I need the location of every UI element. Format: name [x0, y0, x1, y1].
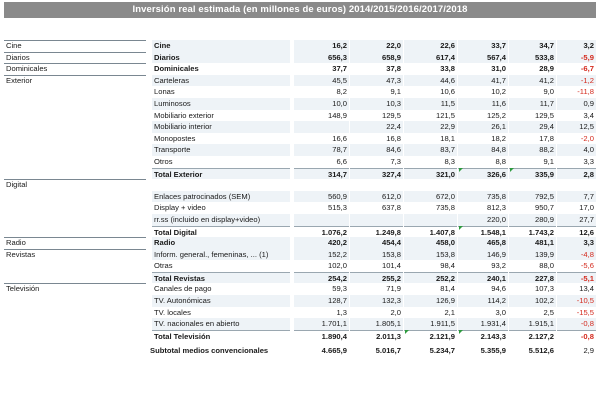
category-label [6, 260, 146, 272]
year-value: 950,7 [534, 203, 554, 213]
year-value: 1.931,4 [458, 318, 508, 330]
growth-value: 17,0 [579, 203, 594, 213]
year-value: 41,2 [509, 75, 556, 87]
growth-value: -0,8 [557, 318, 596, 330]
category-label [6, 86, 146, 98]
growth-value [557, 179, 596, 191]
year-value: 252,2 [404, 272, 457, 284]
growth-value: -15,5 [576, 307, 594, 317]
year-value: 11,7 [509, 98, 556, 110]
year-value: 34,7 [509, 40, 556, 52]
year-value: 656,3 [294, 52, 349, 64]
year-value [294, 214, 349, 226]
year-value: 71,9 [386, 284, 401, 294]
year-value: 10,2 [491, 87, 506, 97]
subcategory-label: rr.ss (incluido en display+video) [152, 214, 290, 226]
year-value: 637,8 [381, 203, 401, 213]
growth-value: 12,5 [557, 121, 596, 133]
growth-value: -0,8 [557, 330, 596, 342]
subcategory-label: Otros [154, 156, 173, 166]
year-value: 735,8 [458, 191, 508, 203]
year-value: 83,7 [404, 144, 457, 156]
year-value: 2.011,3 [350, 330, 403, 342]
year-value: 326,6 [458, 168, 508, 180]
year-value: 9,1 [390, 87, 401, 97]
subcategory-label: Enlaces patrocinados (SEM) [152, 191, 290, 203]
year-value: 617,4 [404, 52, 457, 64]
year-value: 121,5 [435, 110, 455, 120]
year-value: 45,5 [294, 75, 349, 87]
table-row [4, 110, 596, 122]
year-value: 533,8 [509, 52, 556, 64]
year-value: 458,0 [404, 237, 457, 249]
year-value: 1,3 [336, 307, 347, 317]
year-value: 280,9 [509, 214, 556, 226]
subtotal-value: 5.234,7 [429, 346, 455, 356]
year-value: 18,2 [491, 133, 506, 143]
year-value: 98,4 [440, 261, 455, 271]
year-value: 2,1 [444, 307, 455, 317]
growth-value: -5,1 [557, 272, 596, 284]
year-value: 465,8 [458, 237, 508, 249]
table-row [4, 330, 596, 342]
category-label [6, 330, 146, 342]
year-value: 88,0 [539, 261, 554, 271]
table-row [4, 144, 596, 156]
table-row [4, 75, 596, 87]
year-value: 11,5 [404, 98, 457, 110]
year-value: 3,0 [495, 307, 506, 317]
subcategory-label: Total Exterior [152, 168, 290, 180]
year-value: 41,7 [458, 75, 508, 87]
growth-value: 27,7 [557, 214, 596, 226]
year-value: 515,3 [327, 203, 347, 213]
table-row [4, 63, 596, 75]
growth-value: -11,8 [577, 87, 594, 97]
growth-value: -2,0 [580, 133, 594, 143]
year-value [294, 179, 349, 191]
year-value: 1.548,1 [458, 226, 508, 238]
subcategory-label: Carteleras [152, 75, 290, 87]
year-value: 37,8 [386, 64, 401, 74]
year-value: 612,0 [350, 191, 403, 203]
year-value: 148,9 [327, 110, 347, 120]
table-row [4, 179, 596, 191]
year-value: 146,9 [458, 249, 508, 261]
subcategory-label: Mobiliario interior [152, 121, 290, 133]
year-value: 9,0 [543, 87, 554, 97]
year-value: 88,2 [509, 144, 556, 156]
year-value: 10,3 [350, 98, 403, 110]
subcategory-label: Mobiliario exterior [154, 110, 214, 120]
category-label: Exterior [6, 75, 33, 85]
year-value: 10,0 [294, 98, 349, 110]
subcategory-label: Display + video [154, 203, 206, 213]
investment-table [4, 40, 596, 357]
year-value: 8,2 [336, 87, 347, 97]
year-value: 227,8 [509, 272, 556, 284]
year-value: 792,5 [509, 191, 556, 203]
year-value [458, 179, 508, 191]
cell-marker-icon [405, 330, 409, 334]
year-value: 16,2 [294, 40, 349, 52]
year-value: 84,6 [350, 144, 403, 156]
category-label [6, 307, 146, 319]
year-value: 33,7 [458, 40, 508, 52]
category-label: Televisión [6, 284, 40, 294]
year-value [350, 179, 403, 191]
year-value: 126,9 [404, 295, 457, 307]
category-label: Diarios [6, 52, 30, 62]
growth-value: 2,8 [557, 168, 596, 180]
subtotal-label: Subtotal medios convencionales [150, 346, 269, 356]
year-value: 102,0 [327, 261, 347, 271]
subtotal-value: 5.016,7 [375, 346, 401, 356]
growth-value: 4,0 [557, 144, 596, 156]
year-value: 47,3 [350, 75, 403, 87]
year-value [509, 179, 556, 191]
year-value: 132,3 [350, 295, 403, 307]
year-value: 28,9 [539, 64, 554, 74]
year-value: 8,8 [495, 156, 506, 166]
year-value [404, 179, 457, 191]
year-value: 314,7 [294, 168, 349, 180]
year-value: 735,8 [435, 203, 455, 213]
table-row [4, 40, 596, 52]
year-value: 8,3 [444, 156, 455, 166]
category-label [6, 295, 146, 307]
year-value: 1.890,4 [294, 330, 349, 342]
year-value: 6,6 [336, 156, 347, 166]
table-row [4, 52, 596, 64]
year-value: 11,6 [458, 98, 508, 110]
year-value: 1.915,1 [509, 318, 556, 330]
subtotal-value: 4.665,9 [321, 346, 347, 356]
subcategory-label: Canales de pago [154, 284, 212, 294]
year-value: 22,9 [404, 121, 457, 133]
year-value: 255,2 [350, 272, 403, 284]
table-row [4, 156, 596, 168]
table-row [4, 86, 596, 98]
table-row [4, 307, 596, 319]
subcategory-label: Cine [152, 40, 290, 52]
year-value: 2.121,9 [404, 330, 457, 342]
subtotal-growth: 2,9 [583, 346, 594, 356]
year-value: 128,7 [294, 295, 349, 307]
year-value: 658,9 [350, 52, 403, 64]
subcategory-label: Dominicales [154, 64, 199, 74]
year-value: 420,2 [294, 237, 349, 249]
year-value: 59,3 [332, 284, 347, 294]
year-value: 10,6 [440, 87, 455, 97]
category-label [6, 121, 146, 133]
year-value: 101,4 [381, 261, 401, 271]
year-value: 44,6 [404, 75, 457, 87]
year-value: 1.249,8 [350, 226, 403, 238]
year-value: 672,0 [404, 191, 457, 203]
year-value: 16,8 [386, 133, 401, 143]
growth-value: 3,3 [583, 156, 594, 166]
year-value: 129,5 [534, 110, 554, 120]
year-value: 17,8 [539, 133, 554, 143]
year-value: 37,7 [332, 64, 347, 74]
growth-value: -5,6 [580, 261, 594, 271]
subcategory-label: TV. nacionales en abierto [152, 318, 290, 330]
year-value [294, 121, 349, 133]
subtotal-value: 5.512,6 [528, 346, 554, 356]
year-value: 1.743,2 [509, 226, 556, 238]
cell-marker-icon [459, 330, 463, 334]
category-label: Radio [6, 238, 26, 248]
year-value: 321,0 [404, 168, 457, 180]
table-row [4, 168, 596, 180]
year-value: 254,2 [294, 272, 349, 284]
year-value: 16,6 [332, 133, 347, 143]
growth-value: -1,2 [557, 75, 596, 87]
growth-value: 12,6 [557, 226, 596, 238]
category-label [6, 191, 146, 203]
subcategory-label: Transporte [152, 144, 290, 156]
year-value: 560,9 [294, 191, 349, 203]
subcategory-label: TV. locales [154, 307, 191, 317]
category-label [6, 98, 146, 110]
category-label [6, 168, 146, 180]
growth-value: 13,4 [579, 284, 594, 294]
category-label [6, 214, 146, 226]
subcategory-label: Otras [154, 261, 173, 271]
table-row [4, 191, 596, 203]
table-row [4, 226, 596, 238]
category-label [6, 318, 146, 330]
year-value: 129,5 [381, 110, 401, 120]
category-label: Cine [6, 41, 22, 50]
subcategory-label: Total Televisión [152, 330, 290, 342]
year-value: 1.911,5 [404, 318, 457, 330]
year-value: 84,8 [458, 144, 508, 156]
year-value: 81,4 [440, 284, 455, 294]
table-row [4, 318, 596, 330]
table-row [4, 121, 596, 133]
subcategory-label: Total Digital [152, 226, 290, 238]
category-label [6, 156, 146, 168]
table-row [4, 98, 596, 110]
year-value: 22,6 [404, 40, 457, 52]
growth-value: -5,9 [557, 52, 596, 64]
subcategory-label: Lonas [154, 87, 175, 97]
subcategory-label: Total Revistas [152, 272, 290, 284]
year-value: 1.701,1 [294, 318, 349, 330]
table-row [4, 249, 596, 261]
category-label: Dominicales [6, 64, 48, 74]
category-label: Revistas [6, 249, 36, 259]
subtotal-row [4, 345, 596, 357]
year-value [350, 214, 403, 226]
table-row [4, 237, 596, 249]
year-value: 102,2 [509, 295, 556, 307]
year-value: 327,4 [350, 168, 403, 180]
category-label [6, 133, 146, 145]
year-value: 1.076,2 [294, 226, 349, 238]
growth-value: 0,9 [557, 98, 596, 110]
year-value: 2.127,2 [509, 330, 556, 342]
growth-value: 7,7 [557, 191, 596, 203]
subcategory-label: Diarios [152, 52, 290, 64]
year-value: 220,0 [458, 214, 508, 226]
year-value: 31,0 [491, 64, 506, 74]
table-row [4, 272, 596, 284]
subcategory-label: Monopostes [154, 133, 196, 143]
category-label [6, 202, 146, 214]
year-value: 1.805,1 [350, 318, 403, 330]
table-row [4, 133, 596, 145]
year-value: 22,4 [350, 121, 403, 133]
growth-value: 3,3 [557, 237, 596, 249]
year-value [404, 214, 457, 226]
year-value: 2,5 [543, 307, 554, 317]
year-value: 481,1 [509, 237, 556, 249]
year-value: 335,9 [509, 168, 556, 180]
subcategory-label [152, 179, 290, 191]
year-value: 93,2 [491, 261, 506, 271]
subcategory-label: Radio [152, 237, 290, 249]
year-value: 1.407,8 [404, 226, 457, 238]
year-value: 78,7 [294, 144, 349, 156]
year-value: 2,0 [390, 307, 401, 317]
growth-value: -10,5 [557, 295, 596, 307]
year-value: 240,1 [458, 272, 508, 284]
cell-marker-icon [459, 168, 463, 172]
year-value: 107,3 [534, 284, 554, 294]
year-value: 152,2 [294, 249, 349, 261]
subcategory-label: Luminosos [152, 98, 290, 110]
table-row [4, 260, 596, 272]
year-value: 125,2 [486, 110, 506, 120]
year-value: 18,1 [440, 133, 455, 143]
category-label [6, 110, 146, 122]
table-row [4, 202, 596, 214]
year-value: 22,0 [350, 40, 403, 52]
year-value: 567,4 [458, 52, 508, 64]
growth-value: 3,2 [557, 40, 596, 52]
category-label [6, 272, 146, 284]
year-value: 7,3 [390, 156, 401, 166]
category-label [6, 144, 146, 156]
year-value: 812,3 [486, 203, 506, 213]
year-value: 153,8 [350, 249, 403, 261]
year-value: 114,2 [458, 295, 508, 307]
year-value: 454,4 [350, 237, 403, 249]
year-value: 94,6 [491, 284, 506, 294]
year-value: 33,8 [440, 64, 455, 74]
subcategory-label: TV. Autonómicas [152, 295, 290, 307]
subcategory-label: Inform. general., femeninas, ... (1) [152, 249, 290, 261]
growth-value: -6,7 [580, 64, 594, 74]
table-title: Inversión real estimada (en millones de euros) 2014/2015/2016/2017/2018 [4, 2, 596, 18]
year-value: 26,1 [458, 121, 508, 133]
growth-value: -4,8 [557, 249, 596, 261]
table-row [4, 295, 596, 307]
cell-marker-icon [510, 168, 514, 172]
growth-value: 3,4 [583, 110, 594, 120]
category-label: Digital [6, 180, 28, 190]
year-value: 153,8 [404, 249, 457, 261]
year-value: 139,9 [509, 249, 556, 261]
category-label [6, 226, 146, 238]
cell-marker-icon [459, 226, 463, 230]
year-value: 2.143,3 [458, 330, 508, 342]
year-value: 9,1 [543, 156, 554, 166]
subtotal-value: 5.355,9 [480, 346, 506, 356]
table-row [4, 283, 596, 295]
table-row [4, 214, 596, 226]
year-value: 29,4 [509, 121, 556, 133]
